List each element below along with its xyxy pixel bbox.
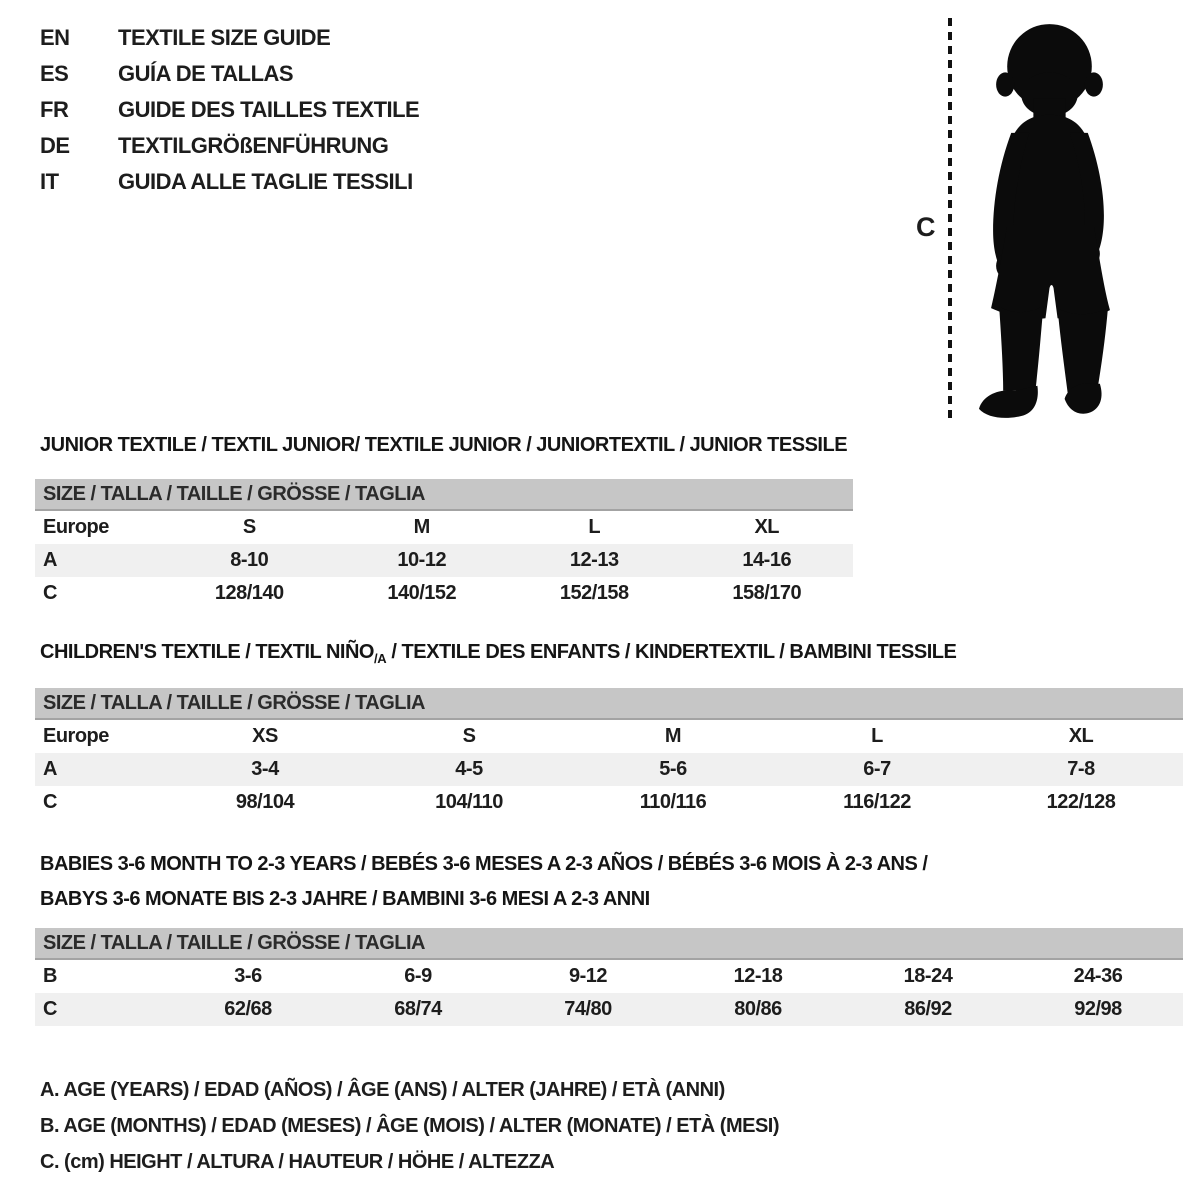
babies-size-table [35, 928, 1183, 1026]
height-cell: 104/110 [435, 791, 503, 813]
table-row [35, 511, 853, 544]
age-cell: 12-13 [569, 549, 619, 571]
lang-code: FR [40, 97, 69, 122]
children-section-heading [40, 641, 956, 666]
size-cell: L [588, 516, 601, 538]
table-row [35, 544, 853, 577]
age-cell: 5-6 [659, 758, 687, 780]
row-label: A [43, 549, 57, 571]
height-cell: 86/92 [904, 998, 952, 1020]
age-cell: 6-7 [863, 758, 891, 780]
babies-section-heading [40, 847, 927, 917]
height-cell: 68/74 [394, 998, 442, 1020]
height-cell: 92/98 [1074, 998, 1122, 1020]
size-cell: L [871, 725, 883, 747]
size-cell: XL [1068, 725, 1094, 747]
size-header-bar: SIZE / TALLA / TAILLE / GRÖSSE / TAGLIA [35, 688, 1183, 720]
height-cell: 122/128 [1046, 791, 1116, 813]
lang-code: IT [40, 169, 59, 194]
size-cell: S [242, 516, 256, 538]
age-cell: 12-18 [733, 965, 783, 987]
lang-row-it [40, 164, 419, 200]
height-cell: 110/116 [639, 791, 707, 813]
age-cell: 9-12 [568, 965, 608, 987]
row-label: B [43, 965, 57, 987]
size-cell: XL [754, 516, 780, 538]
lang-code: DE [40, 133, 70, 158]
size-header-bar: SIZE / TALLA / TAILLE / GRÖSSE / TAGLIA [35, 928, 1183, 960]
age-cell: 4-5 [455, 758, 483, 780]
age-cell: 3-6 [234, 965, 262, 987]
height-figure [900, 12, 1200, 426]
junior-section-heading: JUNIOR TEXTILE / TEXTIL JUNIOR/ TEXTILE JUNIOR / JUNIORTEXTIL / JUNIOR TESSILE [40, 434, 848, 456]
legend-line-c: C. (cm) HEIGHT / ALTURA / HAUTEUR / HÖHE / ALTEZZA [40, 1151, 555, 1173]
table-row [35, 753, 1183, 786]
age-cell: 14-16 [742, 549, 792, 571]
junior-size-table [35, 479, 853, 610]
height-cell: 62/68 [224, 998, 272, 1020]
height-cell: 152/158 [559, 582, 629, 604]
age-cell: 24-36 [1073, 965, 1123, 987]
row-label: A [43, 758, 57, 780]
height-measure-label: C [916, 212, 935, 242]
legend-line-a: A. AGE (YEARS) / EDAD (AÑOS) / ÂGE (ANS) / ALTER (JAHRE) / ETÀ (ANNI) [40, 1079, 725, 1101]
age-cell: 7-8 [1067, 758, 1095, 780]
legend-line-b: B. AGE (MONTHS) / EDAD (MESES) / ÂGE (MOIS) / ALTER (MONATE) / ETÀ (MESI) [40, 1115, 780, 1137]
table-row [35, 577, 853, 610]
height-cell: 116/122 [843, 791, 911, 813]
table-row [35, 993, 1183, 1026]
lang-title: TEXTILGRÖßENFÜHRUNG [118, 133, 389, 158]
height-measure-line [948, 18, 952, 420]
row-label: C [43, 998, 57, 1020]
table-row [35, 960, 1183, 993]
height-cell: 128/140 [214, 582, 284, 604]
age-cell: 10-12 [397, 549, 447, 571]
size-cell: S [462, 725, 476, 747]
height-cell: 158/170 [732, 582, 802, 604]
babies-heading-line2: BABYS 3-6 MONATE BIS 2-3 JAHRE / BAMBINI 3-6 MESI A 2-3 ANNI [40, 888, 650, 910]
lang-title: GUIDA ALLE TAGLIE TESSILI [118, 169, 413, 194]
lang-row-fr [40, 92, 419, 128]
children-heading-sub: /A [373, 651, 387, 666]
size-cell: XS [252, 725, 278, 747]
lang-row-de [40, 128, 419, 164]
children-size-table [35, 688, 1183, 819]
size-cell: M [413, 516, 430, 538]
age-cell: 6-9 [404, 965, 432, 987]
row-label: C [43, 582, 57, 604]
measure-legend [40, 1072, 779, 1180]
lang-code: EN [40, 25, 70, 50]
height-cell: 98/104 [235, 791, 295, 813]
lang-code: ES [40, 61, 69, 86]
size-cell: M [664, 725, 682, 747]
lang-title: TEXTILE SIZE GUIDE [118, 25, 331, 50]
row-label: Europe [43, 516, 109, 538]
height-cell: 74/80 [564, 998, 612, 1020]
age-cell: 18-24 [903, 965, 953, 987]
language-title-block [40, 20, 419, 200]
row-label: Europe [43, 725, 109, 747]
children-heading-pre: CHILDREN'S TEXTILE / TEXTIL NIÑO [40, 641, 374, 663]
table-row [35, 720, 1183, 753]
height-cell: 80/86 [734, 998, 782, 1020]
age-cell: 3-4 [251, 758, 279, 780]
row-label: C [43, 791, 57, 813]
size-header-bar: SIZE / TALLA / TAILLE / GRÖSSE / TAGLIA [35, 479, 853, 511]
lang-row-es [40, 56, 419, 92]
children-heading-post: / TEXTILE DES ENFANTS / KINDERTEXTIL / BAMBINI TESSILE [386, 641, 957, 663]
babies-heading-line1: BABIES 3-6 MONTH TO 2-3 YEARS / BEBÉS 3-6 MESES A 2-3 AÑOS / BÉBÉS 3-6 MOIS À 2-3 ANS / [40, 853, 928, 875]
lang-row-en [40, 20, 419, 56]
lang-title: GUIDE DES TAILLES TEXTILE [118, 97, 420, 122]
table-row [35, 786, 1183, 819]
height-cell: 140/152 [387, 582, 457, 604]
baby-silhouette-image [960, 14, 1138, 422]
age-cell: 8-10 [230, 549, 269, 571]
lang-title: GUÍA DE TALLAS [118, 61, 294, 86]
